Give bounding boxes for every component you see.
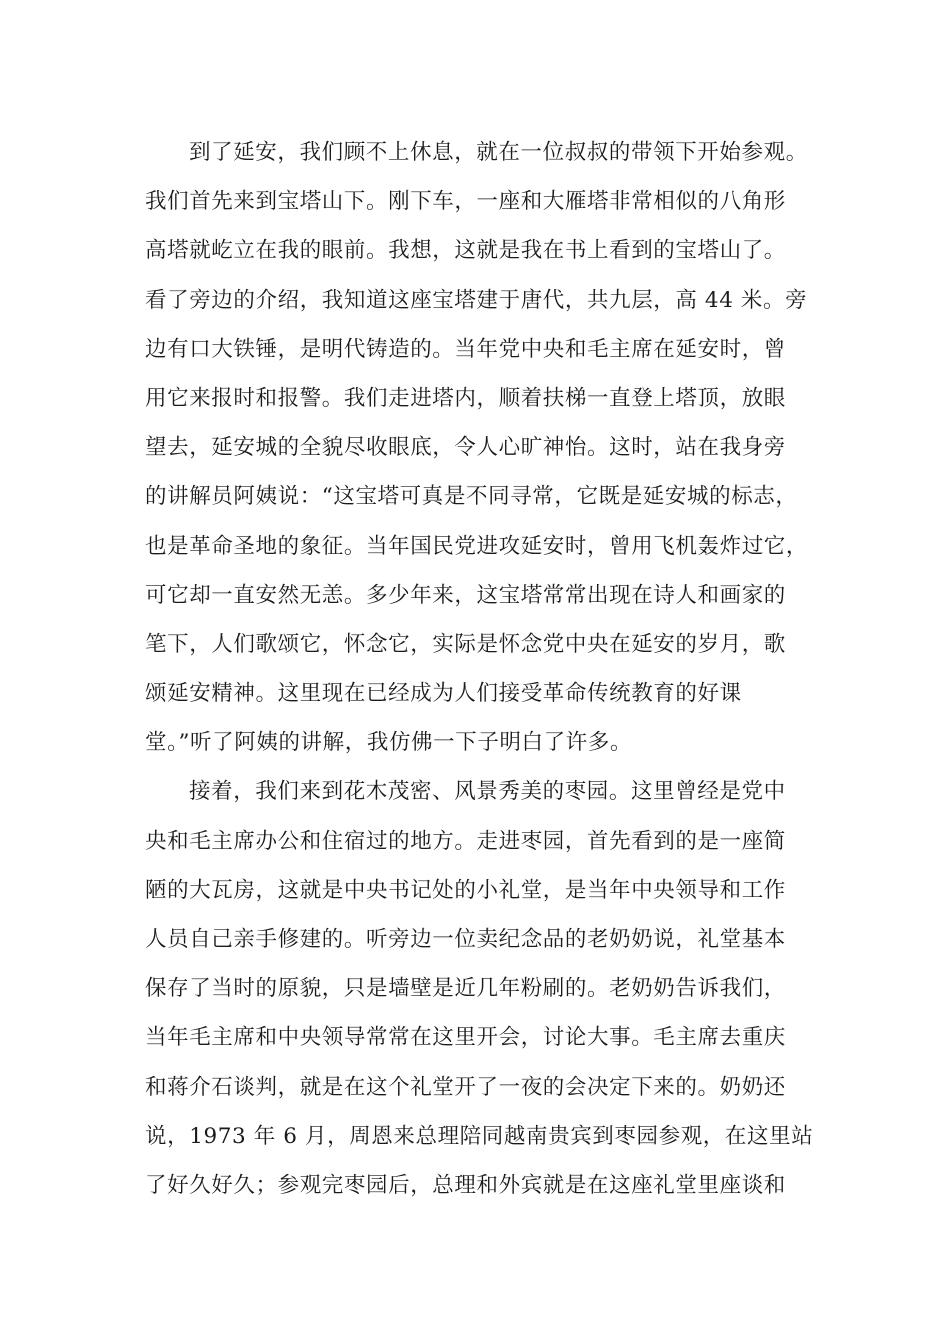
text-line: 也是革命圣地的象征。当年国民党进攻延安时，曾用飞机轰炸过它，	[145, 533, 809, 559]
text-line: 说，1973 年 6 月，周恩来总理陪同越南贵宾到枣园参观，在这里站	[145, 1123, 814, 1149]
text-line: 到了延安，我们顾不上休息，就在一位叔叔的带领下开始参观。	[189, 140, 808, 165]
body-text	[145, 128, 815, 1210]
text-line: 高塔就屹立在我的眼前。我想，这就是我在书上看到的宝塔山了。	[145, 238, 786, 264]
text-line: 陋的大瓦房，这就是中央书记处的小礼堂，是当年中央领导和工作	[145, 877, 786, 903]
text-line: 的讲解员阿姨说：“这宝塔可真是不同寻常，它既是延安城的标志，	[145, 484, 798, 510]
text-line: 用它来报时和报警。我们走进塔内，顺着扶梯一直登上塔顶，放眼	[145, 385, 786, 411]
text-line: 望去，延安城的全貌尽收眼底，令人心旷神怡。这时，站在我身旁	[145, 435, 786, 461]
text-line: 看了旁边的介绍，我知道这座宝塔建于唐代，共九层，高 44 米。旁	[145, 287, 808, 313]
text-line: 央和毛主席办公和住宿过的地方。走进枣园，首先看到的是一座简	[145, 828, 786, 854]
text-line: 堂。”听了阿姨的讲解，我仿佛一下子明白了许多。	[145, 730, 633, 756]
text-line: 边有口大铁锤，是明代铸造的。当年党中央和毛主席在延安时，曾	[145, 336, 786, 362]
text-line: 人员自己亲手修建的。听旁边一位卖纪念品的老奶奶说，礼堂基本	[145, 927, 786, 952]
text-line: 了好久好久；参观完枣园后，总理和外宾就是在这座礼堂里座谈和	[145, 1172, 786, 1198]
text-line: 可它却一直安然无恙。多少年来，这宝塔常常出现在诗人和画家的	[145, 582, 786, 608]
text-line: 颂延安精神。这里现在已经成为人们接受革命传统教育的好课	[145, 681, 742, 707]
text-line: 当年毛主席和中央领导常常在这里开会，讨论大事。毛主席去重庆	[145, 1025, 786, 1051]
text-line: 我们首先来到宝塔山下。刚下车，一座和大雁塔非常相似的八角形	[145, 189, 786, 215]
text-line: 接着，我们来到花木茂密、风景秀美的枣园。这里曾经是党中	[189, 779, 786, 805]
text-line: 保存了当时的原貌，只是墙壁是近几年粉刷的。老奶奶告诉我们，	[145, 976, 786, 1002]
text-line: 笔下，人们歌颂它，怀念它，实际是怀念党中央在延安的岁月，歌	[145, 631, 786, 657]
text-line: 和蒋介石谈判，就是在这个礼堂开了一夜的会决定下来的。奶奶还	[145, 1074, 786, 1100]
